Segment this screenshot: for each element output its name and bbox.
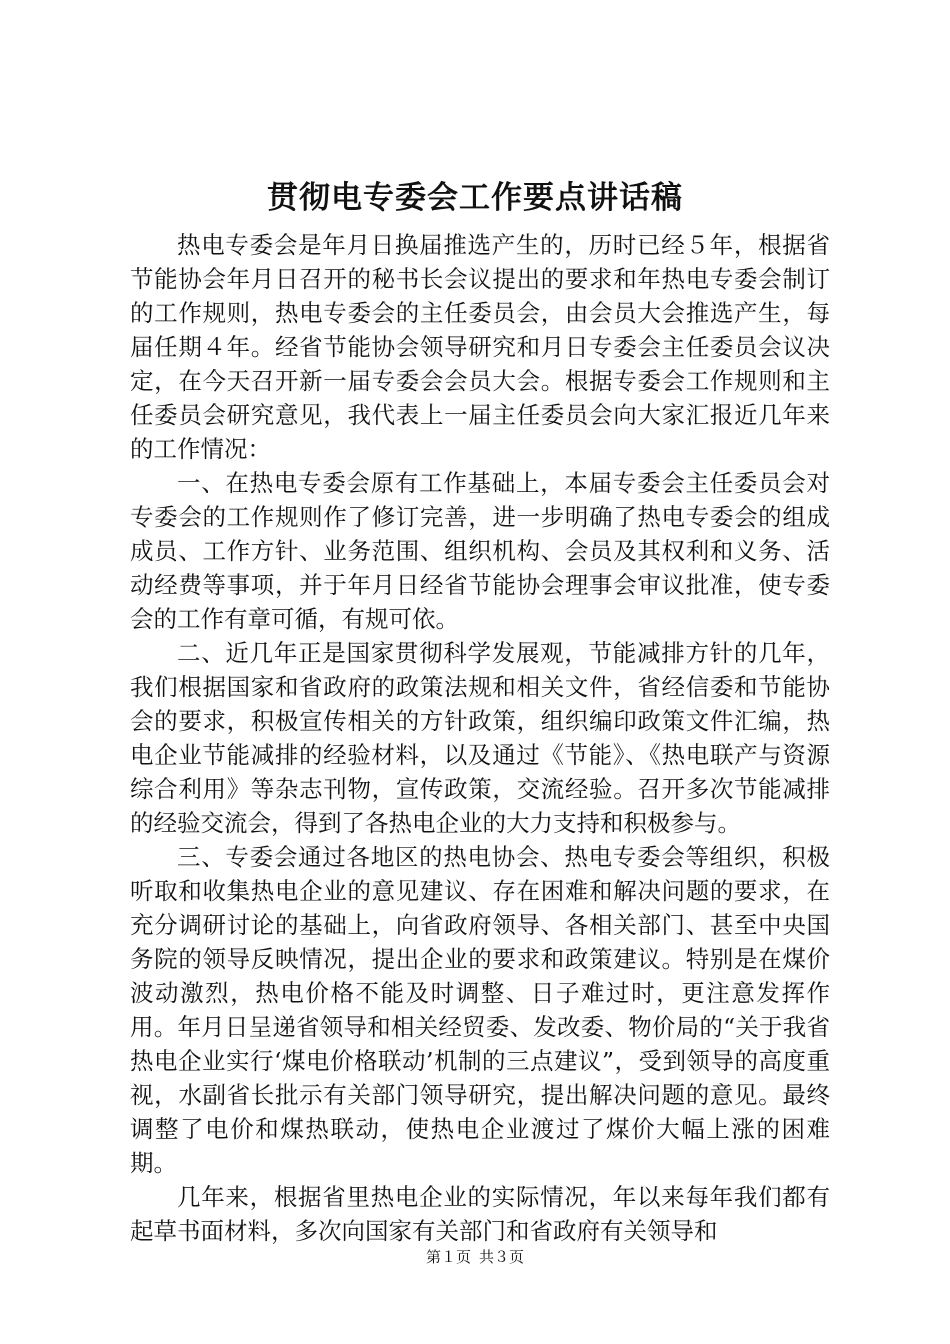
page-total: 共３页 xyxy=(479,1248,525,1266)
paragraph-section-3: 三、专委会通过各地区的热电协会、热电专委会等组织，积极听取和收集热电企业的意见建议、存在困难和解决问题的要求，在充分调研讨论的基础上，向省政府领导、各相关部门、甚至中央国务院的领导反映情况，提出企业的要求和政策建议。特别是在煤价波动激烈，热电价格不能及时调整、日子难过时，更注意发挥作用。年月日呈递省领导和相关经贸委、发改委、物价局的“关于我省热电企业实行‘煤电价格联动’机制的三点建议”，受到领导的高度重视，水副省长批示有关部门领导研究，提出解决问题的意见。最终调整了电价和煤热联动，使热电企业渡过了煤价大幅上涨的困难期。 xyxy=(130,843,830,1177)
paragraph-section-2: 二、近几年正是国家贯彻科学发展观，节能减排方针的几年，我们根据国家和省政府的政策法规和相关文件，省经信委和节能协会的要求，积极宣传相关的方针政策，组织编印政策文件汇编，热电企业节能减排的经验材料，以及通过《节能》、《热电联产与资源综合利用》等杂志刊物，宣传政策，交流经验。召开多次节能减排的经验交流会，得到了各热电企业的大力支持和积极参与。 xyxy=(130,639,830,837)
paragraph-intro: 热电专委会是年月日换届推选产生的，历时已经５年，根据省节能协会年月日召开的秘书长会议提出的要求和年热电专委会制订的工作规则，热电专委会的主任委员会，由会员大会推选产生，每届任期４年。经省节能协会领导研究和月日专委会主任委员会议决定，在今天召开新一届专委会会员大会。根据专委会工作规则和主任委员会研究意见，我代表上一届主任委员会向大家汇报近几年来的工作情况： xyxy=(130,231,830,463)
document-title: 贯彻电专委会工作要点讲话稿 xyxy=(267,180,683,216)
paragraph-continuation: 几年来，根据省里热电企业的实际情况，年以来每年我们都有起草书面材料，多次向国家有关部门和省政府有关领导和 xyxy=(130,1183,830,1245)
page-footer xyxy=(0,1247,950,1267)
page-number: 第１页 xyxy=(425,1248,471,1266)
document-body xyxy=(130,228,830,1248)
paragraph-section-1: 一、在热电专委会原有工作基础上，本届专委会主任委员会对专委会的工作规则作了修订完善，进一步明确了热电专委会的组成成员、工作方针、业务范围、组织机构、会员及其权利和义务、活动经费等事项，并于年月日经省节能协会理事会审议批准，使专委会的工作有章可循，有规可依。 xyxy=(130,469,830,633)
